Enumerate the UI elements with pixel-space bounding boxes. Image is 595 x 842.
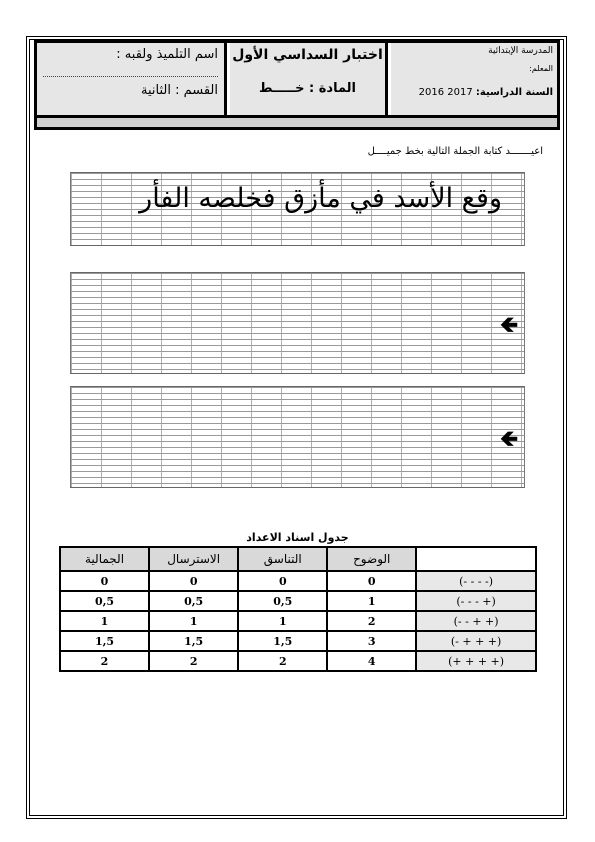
score-cell: 1 [149,611,238,631]
score-cell: 0 [238,571,327,591]
score-cell: 0,5 [238,591,327,611]
score-cell: 1 [238,611,327,631]
school-year [419,87,553,98]
grading-table-title: جدول اسناد الاعداد [246,531,349,544]
header-clarity: الوضوح [327,547,416,571]
year-label: السنة الدراسية: [475,87,553,98]
header-blank-cell [416,547,536,571]
practice-writing-lines-1[interactable] [70,272,525,374]
left-arrow-icon: 🡸 [500,313,518,338]
model-writing-lines [70,172,525,246]
criteria-key: (- - - +) [416,591,536,611]
grading-table [59,546,537,672]
subject-label: المادة : خـــــط [258,81,357,96]
table-row [60,651,536,671]
score-cell: 1,5 [60,631,149,651]
header-bottom-band [37,115,557,127]
score-cell: 2 [238,651,327,671]
score-cell: 2 [149,651,238,671]
score-cell: 1 [327,591,416,611]
year-value: 2016 2017 [418,87,473,98]
model-sentence: وقع الأسد في مأزق فخلصه الفأر [139,183,502,214]
exam-header [34,40,560,130]
table-row [60,631,536,651]
score-cell: 2 [327,611,416,631]
exam-title-box [230,43,388,115]
score-cell: 0 [149,571,238,591]
header-consistency: التناسق [238,547,327,571]
section-label: القسم : الثانية [140,83,218,98]
criteria-key: (- + + +) [416,631,536,651]
criteria-key: (+ + + +) [416,651,536,671]
exam-title: اختبار السداسي الأول [232,47,383,63]
student-info-box [37,43,227,115]
criteria-key: (- - - -) [416,571,536,591]
score-cell: 4 [327,651,416,671]
header-fluency: الاسترسال [149,547,238,571]
score-cell: 1,5 [149,631,238,651]
name-dotted-line [43,76,218,77]
score-cell: 0 [327,571,416,591]
instruction-text: اعيـــــــد كتابة الجملة التالية بخط جميــــل [367,146,543,157]
table-row [60,591,536,611]
school-info-box [391,43,557,115]
score-cell: 3 [327,631,416,651]
score-cell: 2 [60,651,149,671]
student-name-label: اسم التلميذ ولقبه : [116,47,218,62]
score-cell: 0,5 [60,591,149,611]
score-cell: 0,5 [149,591,238,611]
table-row [60,571,536,591]
score-cell: 1 [60,611,149,631]
header-aesthetics: الجمالية [60,547,149,571]
score-cell: 1,5 [238,631,327,651]
practice-writing-lines-2[interactable] [70,386,525,488]
grading-header-row [60,547,536,571]
left-arrow-icon: 🡸 [500,427,518,452]
school-label: المدرسة الإبتدائية [488,46,553,56]
table-row [60,611,536,631]
criteria-key: (- - + +) [416,611,536,631]
score-cell: 0 [60,571,149,591]
teacher-label: المعلم: [529,64,553,73]
